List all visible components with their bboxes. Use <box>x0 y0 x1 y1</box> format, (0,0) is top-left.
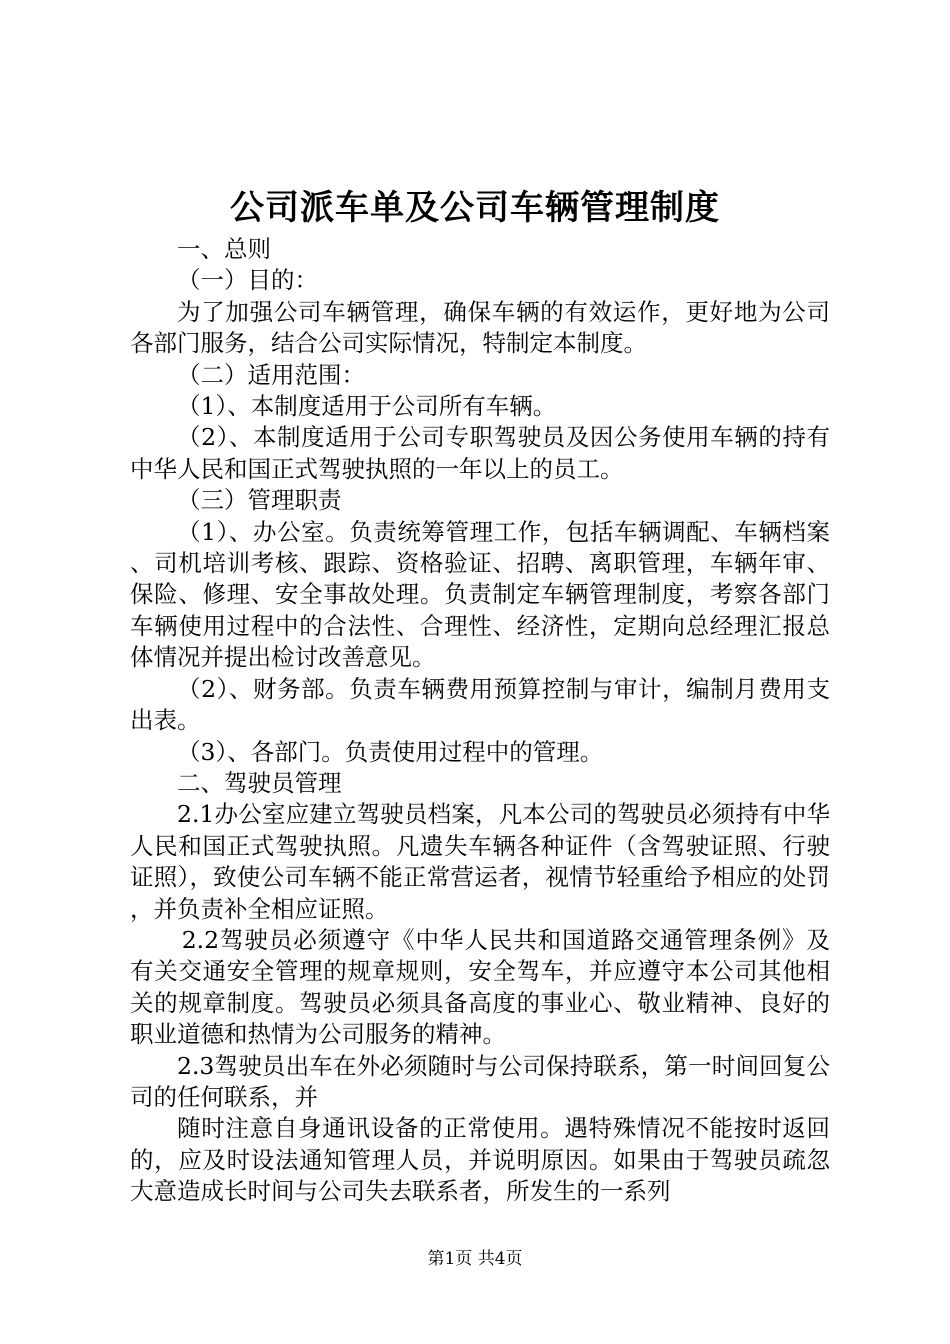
paragraph-2-3: 2.3驾驶员出车在外必须随时与公司保持联系，第一时间回复公司的任何联系，并 <box>130 1051 830 1111</box>
paragraph-responsibility-office: （1）、办公室。负责统筹管理工作，包括车辆调配、车辆档案、司机培训考核、跟踪、资格验证、招聘、离职管理，车辆年审、保险、修理、安全事故处理。负责制定车辆管理制度，考察各部门车辆使用过程中的合法性、合理性、经济性，定期向总经理汇报总体情况并提出检讨改善意见。 <box>130 517 830 672</box>
paragraph-responsibility-departments: （3）、各部门。负责使用过程中的管理。 <box>177 737 604 766</box>
paragraph-responsibility-finance: （2）、财务部。负责车辆费用预算控制与审计，编制月费用支出表。 <box>130 674 830 735</box>
paragraph-scope-1: （1）、本制度适用于公司所有车辆。 <box>177 392 557 421</box>
subheading-purpose: （一）目的： <box>177 266 318 295</box>
section-heading-driver-management: 二、驾驶员管理 <box>177 768 342 797</box>
paragraph-2-3-continued: 随时注意自身通讯设备的正常使用。遇特殊情况不能按时返回的，应及时设法通知管理人员，并说明原因。如果由于驾驶员疏忽大意造成长时间与公司失去联系者，所发生的一系列 <box>130 1114 830 1206</box>
subheading-responsibilities: （三）管理职责 <box>177 486 342 515</box>
subheading-scope: （二）适用范围： <box>177 360 365 389</box>
section-heading-general: 一、总则 <box>177 235 271 263</box>
paragraph-2-2: 2.2驾驶员必须遵守《中华人民共和国道路交通管理条例》及有关交通安全管理的规章规则，安全驾车，并应遵守本公司其他相关的规章制度。驾驶员必须具备高度的事业心、敬业精神、良好的职业道德和热情为公司服务的精神。 <box>130 925 830 1049</box>
paragraph-2-1: 2.1办公室应建立驾驶员档案，凡本公司的驾驶员必须持有中华人民和国正式驾驶执照。凡遗失车辆各种证件（含驾驶证照、行驶证照），致使公司车辆不能正常营运者，视情节轻重给予相应的处罚，并负责补全相应证照。 <box>130 800 830 923</box>
paragraph-purpose: 为了加强公司车辆管理，确保车辆的有效运作，更好地为公司各部门服务，结合公司实际情况，特制定本制度。 <box>130 297 830 358</box>
document-body <box>130 234 830 1208</box>
paragraph-scope-2: （2）、本制度适用于公司专职驾驶员及因公务使用车辆的持有中华人民和国正式驾驶执照的一年以上的员工。 <box>130 423 830 483</box>
page-footer: 第1页 共4页 <box>427 1249 523 1269</box>
document-title: 公司派车单及公司车辆管理制度 <box>230 188 720 228</box>
